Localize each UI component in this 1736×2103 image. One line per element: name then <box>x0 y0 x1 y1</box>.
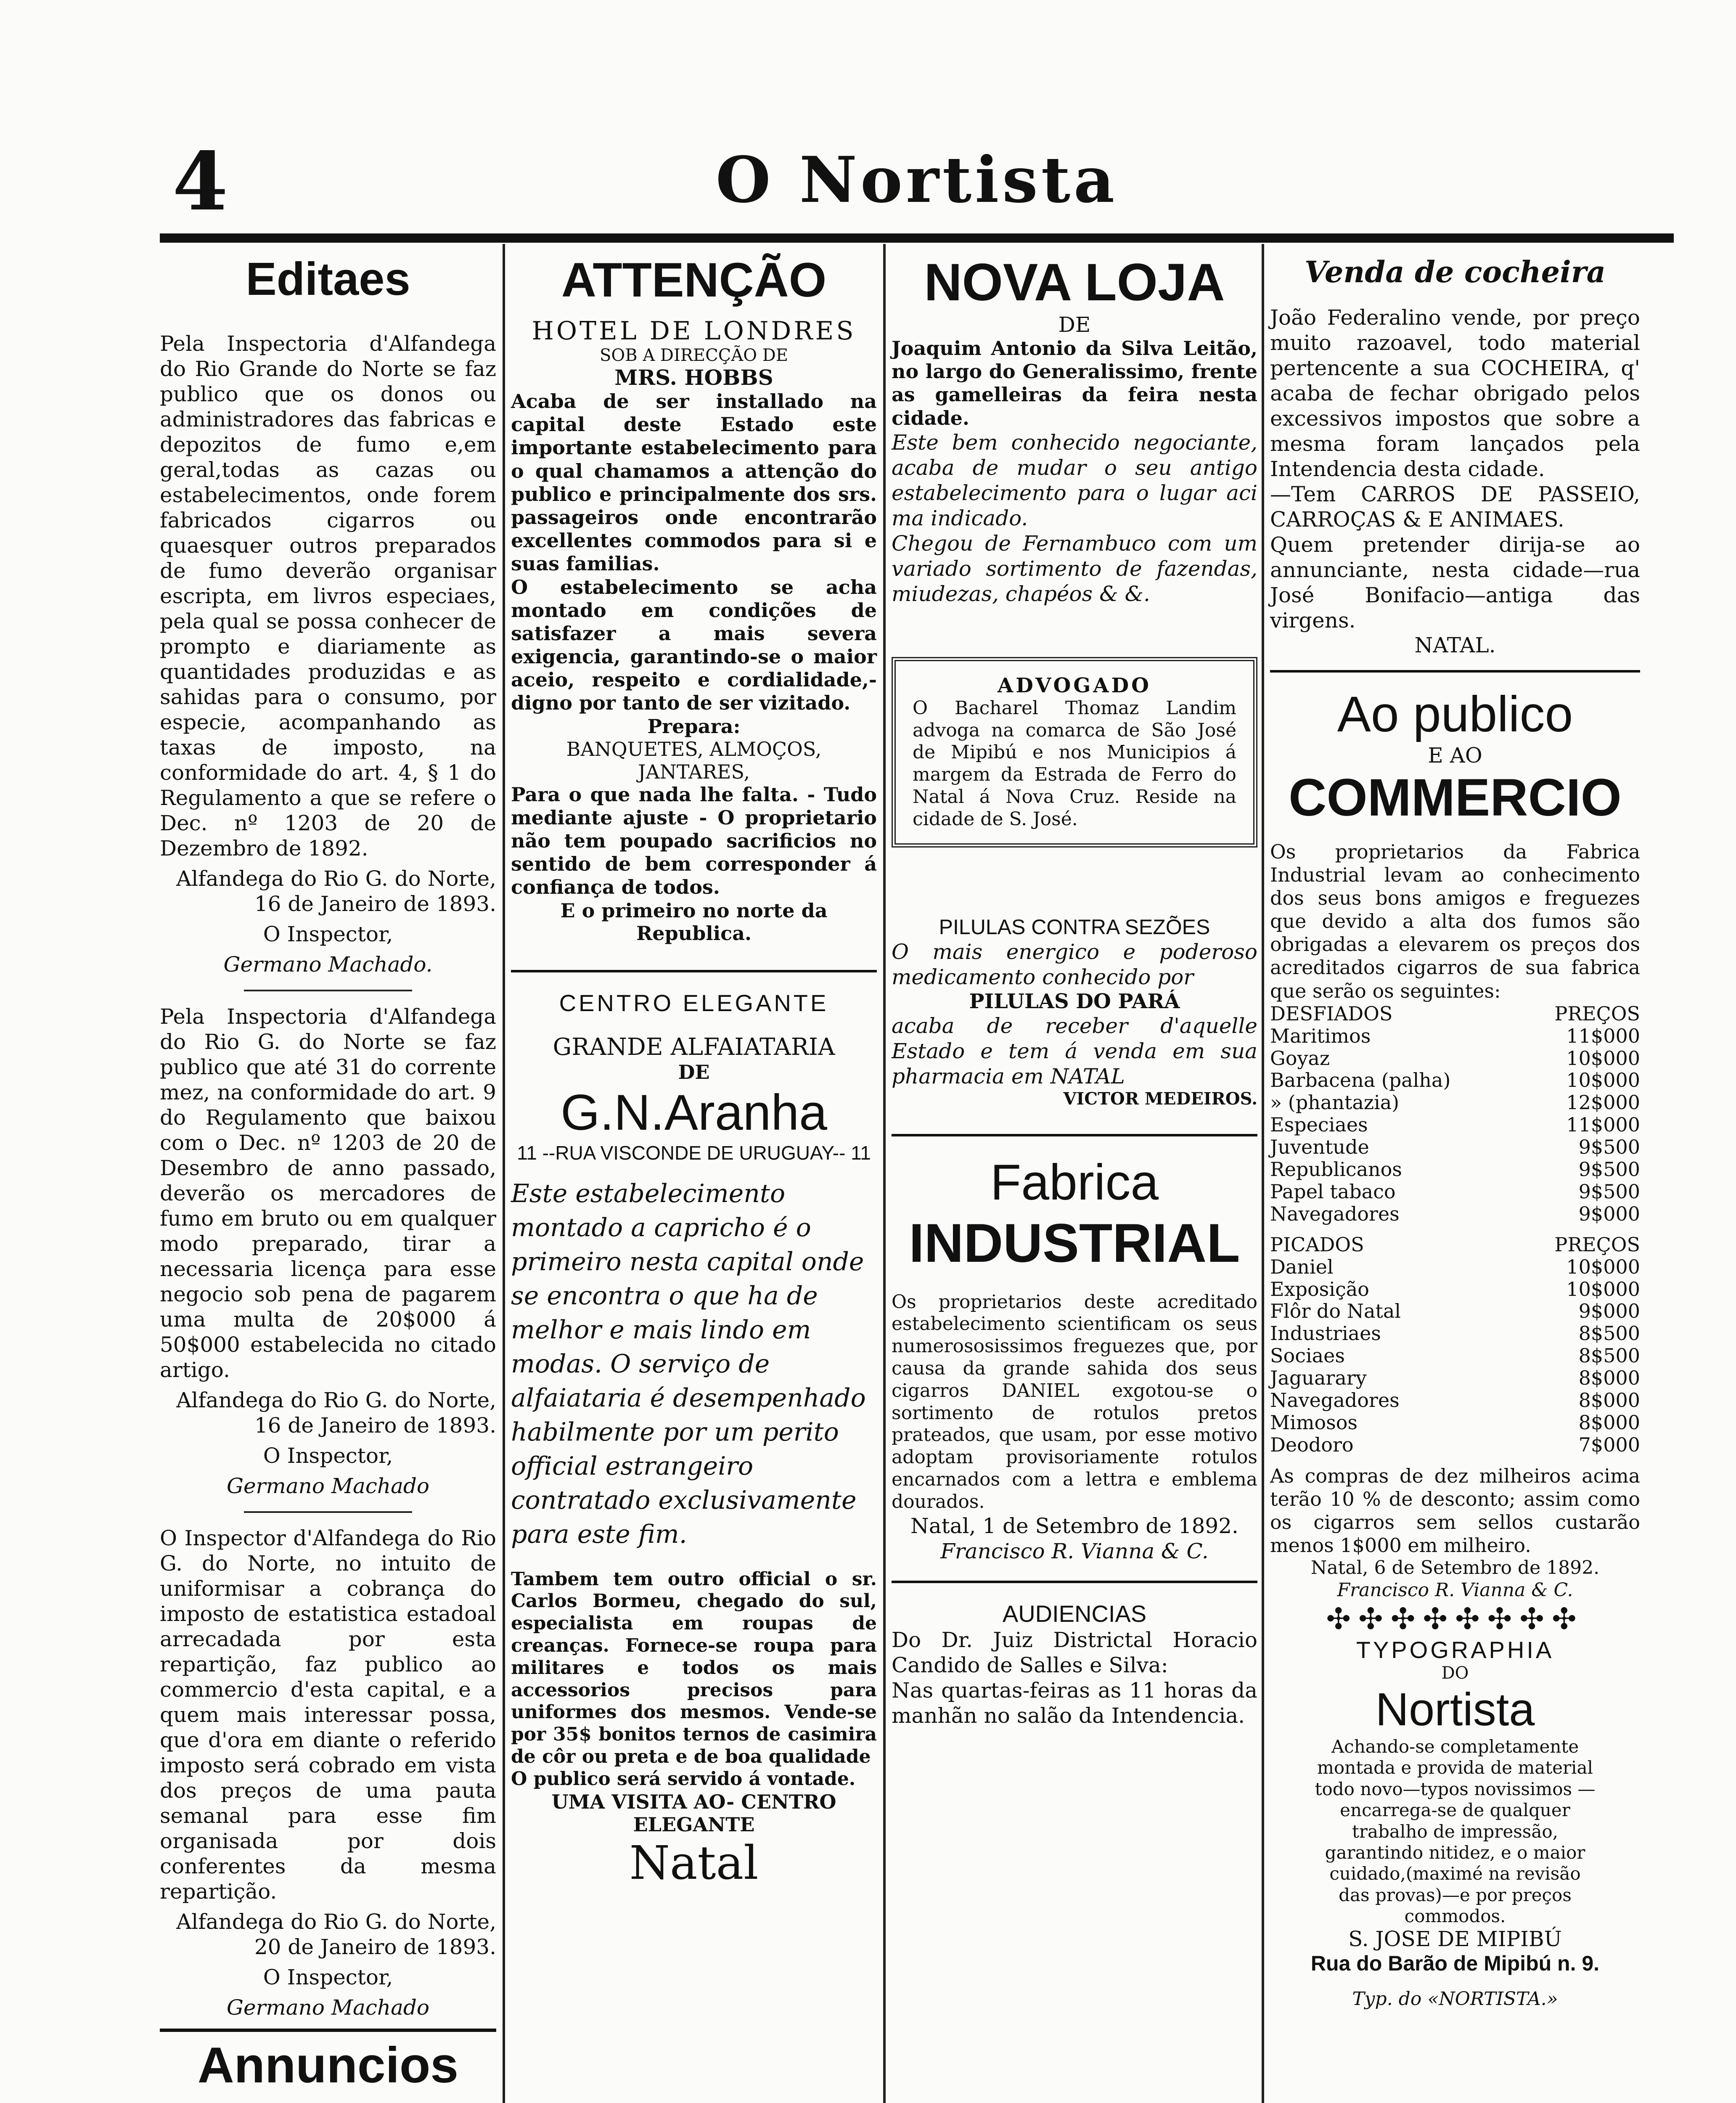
product-name: » (phantazia) <box>1270 1091 1400 1114</box>
picados-label: PICADOS <box>1270 1233 1364 1256</box>
desfiados-header <box>1270 1003 1640 1025</box>
ao-publico-heading: Ao publico <box>1337 686 1573 742</box>
masthead <box>160 126 1674 228</box>
loja-owner: Joaquim Antonio da Silva Leitão, no largo do Generalissimo, frente as gamelleiras da feira nesta cidade. <box>892 337 1257 429</box>
commercio-heading: COMMERCIO <box>1289 768 1622 827</box>
price-row <box>1270 1278 1640 1300</box>
pilulas-text-2: acaba de receber d'aquelle Estado e tem á venda em sua pharmacia em NATAL <box>892 1013 1257 1089</box>
fabrica-signature: Francisco R. Vianna & C. <box>940 1539 1209 1563</box>
column-divider <box>883 244 886 2103</box>
product-price: 8$000 <box>1578 1388 1640 1412</box>
product-price: 11$000 <box>1566 1113 1640 1136</box>
product-name: Republicanos <box>1270 1158 1402 1181</box>
product-price: 7$000 <box>1578 1433 1640 1456</box>
column-3 <box>892 252 1257 2103</box>
product-price: 10$000 <box>1566 1255 1640 1278</box>
product-price: 9$500 <box>1578 1136 1640 1159</box>
pilulas-name: PILULAS DO PARÁ <box>969 989 1180 1013</box>
hotel-text-3: Para o que nada lhe falta. - Tudo mediante ajuste - O proprietario não tem poupado sacrificios no sentido de bem corresponder á confiança de todos. <box>511 783 877 899</box>
product-price: 9$000 <box>1578 1300 1640 1323</box>
pilulas-signature: VICTOR MEDEIROS. <box>1063 1089 1257 1109</box>
price-row <box>1270 1136 1640 1158</box>
price-row <box>1270 1389 1640 1412</box>
cocheira-natal: NATAL. <box>1414 633 1496 657</box>
edital-2 <box>160 1004 496 1499</box>
meals-line: BANQUETES, ALMOÇOS, JANTARES, <box>566 737 822 783</box>
price-row <box>1270 1158 1640 1181</box>
cocheira-heading: Venda de cocheira <box>1304 254 1606 289</box>
advogado-title: ADVOGADO <box>998 673 1151 697</box>
edital-signer-title: O Inspector, <box>263 1443 393 1468</box>
typographia-title: TYPOGRAPHIA <box>1356 1636 1554 1663</box>
product-name: Goyaz <box>1270 1046 1330 1070</box>
column-divider <box>503 244 505 2103</box>
product-price: 10$000 <box>1566 1277 1640 1300</box>
editaes-heading: Editaes <box>246 253 410 305</box>
annuncios-heading: Annuncios <box>198 2037 458 2093</box>
cocheira-text-3: Quem pretender dirija-se ao annunciante, nesta cidade—rua José Bonifacio—antiga das virgens. <box>1270 532 1640 633</box>
hotel-text-1: Acaba de ser installado na capital deste Estado este importante estabelecimento para o qual chamamos a attenção do publico e principalmente dos srs. passageiros onde encontrarão excellentes commodos para si e suas familias. <box>511 390 877 575</box>
product-price: 8$500 <box>1578 1322 1640 1345</box>
price-row <box>1270 1300 1640 1322</box>
de-label: DE <box>1058 313 1091 337</box>
ornament-row: ✣✣✣✣✣✣✣✣ <box>1326 1601 1584 1636</box>
edital-signer: Germano Machado <box>227 1995 429 2020</box>
page-number: 4 <box>172 135 228 228</box>
edital-text: Pela Inspectoria d'Alfandega do Rio Grande do Norte se faz publico que os donos ou administradores das fabricas e depozitos de fumo e,em geral,todas as cazas ou estabelecimentos, onde forem fabricados cigarros ou quaesquer outros preparados de fumo deverão organisar escripta, em livros especiaes, pela qual se possa conhecer de prompto e diariamente as quantidades produzidas e as sahidas para o consumo, por especie, acompanhando as taxas de imposto, na conformidade do art. 4, § 1 do Regulamento a que se refere o Dec. nº 1203 de 20 de Dezembro de 1892. <box>160 331 496 861</box>
product-price: 9$500 <box>1578 1180 1640 1203</box>
header-rule <box>160 233 1674 243</box>
price-row <box>1270 1069 1640 1091</box>
edital-date: Alfandega do Rio G. do Norte, 20 de Janeiro de 1893. <box>176 1910 496 1959</box>
advogado-box <box>892 657 1257 848</box>
fabrica-text: Os proprietarios deste acreditado estabelecimento scientificam os seus numerososissimos freguezes que, por causa da grande sahida dos seus cigarros DANIEL exgotou-se o sortimento de rotulos pretos prateados, que usam, por esse motivo adoptam provisoriamente rotulos encarnados com a lettra e emblema dourados. <box>892 1291 1257 1512</box>
typographia-do: DO <box>1441 1663 1469 1683</box>
separator <box>1270 670 1640 673</box>
de-label: DE <box>678 1060 710 1083</box>
product-name: Maritimos <box>1270 1024 1371 1047</box>
industrial-heading: INDUSTRIAL <box>909 1212 1240 1274</box>
product-price: 11$000 <box>1566 1024 1640 1047</box>
cocheira-text-1: João Federalino vende, por preço muito razoavel, todo material pertencente a sua COCHEIRA, q' acaba de fechar obrigado pelos excessivos impostos que sobre a mesma foram lançados pela Intendencia desta cidade. <box>1270 305 1640 481</box>
typographia-address: Rua do Barão de Mipibú n. 9. <box>1310 1952 1600 1976</box>
newspaper-title: O Nortista <box>715 143 1118 217</box>
product-name: Daniel <box>1270 1255 1334 1278</box>
product-price: 9$000 <box>1578 1202 1640 1225</box>
e-ao-label: E AO <box>1428 743 1482 768</box>
nova-loja-heading: NOVA LOJA <box>924 253 1225 312</box>
hotel-text-2: O estabelecimento se acha montado em condições de satisfazer a mais severa exigencia, garantindo-se o maior aceio, respeito e cordialidade,- digno por tanto de ser vizitado. <box>511 575 877 715</box>
price-row <box>1270 1434 1640 1456</box>
typographia-footer: Typ. do «NORTISTA.» <box>1352 1988 1558 2010</box>
commercio-signature: Francisco R. Vianna & C. <box>1337 1579 1573 1601</box>
product-price: 9$500 <box>1578 1158 1640 1181</box>
commercio-footer: As compras de dez milheiros acima terão 10 % de desconto; assim como os cigarros sem sellos custarão menos 1$000 em milheiro. <box>1270 1464 1640 1557</box>
hotel-text-4: E o primeiro no norte da Republica. <box>560 899 828 945</box>
price-row <box>1270 1203 1640 1225</box>
prepara-label: Prepara: <box>647 715 741 738</box>
separator <box>892 1581 1257 1583</box>
price-row <box>1270 1345 1640 1367</box>
column-2 <box>511 252 877 2103</box>
edital-signer-title: O Inspector, <box>263 1965 393 1989</box>
product-name: Jaguarary <box>1270 1367 1367 1390</box>
fabrica-date: Natal, 1 de Setembro de 1892. <box>910 1513 1238 1538</box>
product-price: 8$500 <box>1578 1344 1640 1367</box>
price-row <box>1270 1322 1640 1345</box>
separator <box>511 970 877 972</box>
hotel-name: HOTEL DE LONDRES <box>532 316 856 346</box>
product-name: Mimosos <box>1270 1411 1358 1434</box>
loja-text-2: Chegou de Fernambuco com um variado sortimento de fazendas, miudezas, chapéos & &. <box>892 531 1257 606</box>
owner-name: MRS. HOBBS <box>614 365 773 390</box>
cocheira-text-2: —Tem CARROS DE PASSEIO, CARROÇAS & E ANIMAES. <box>1270 482 1640 532</box>
column-1 <box>160 252 496 2103</box>
column-divider <box>1262 244 1264 2103</box>
grande-alfaiataria: GRANDE ALFAIATARIA <box>553 1033 835 1061</box>
price-row <box>1270 1091 1640 1114</box>
natal-label: Natal <box>629 1835 759 1890</box>
product-name: Exposição <box>1270 1277 1369 1300</box>
precos-label: PREÇOS <box>1554 1233 1640 1256</box>
aranha-address: 11 --RUA VISCONDE DE URUGUAY-- 11 <box>517 1142 871 1164</box>
separator <box>892 1134 1257 1136</box>
product-name: Navegadores <box>1270 1388 1400 1412</box>
precos-label: PREÇOS <box>1554 1002 1640 1025</box>
price-row <box>1270 1412 1640 1434</box>
price-row <box>1270 1256 1640 1278</box>
pilulas-title: PILULAS CONTRA SEZÕES <box>939 915 1210 939</box>
visit-line: UMA VISITA AO- CENTRO ELEGANTE <box>551 1790 836 1836</box>
product-price: 8$000 <box>1578 1367 1640 1390</box>
price-row <box>1270 1181 1640 1203</box>
product-price: 10$000 <box>1566 1069 1640 1092</box>
audiencias-text-2: Nas quartas-feiras as 11 horas da manhãn no salão da Intendencia. <box>892 1678 1257 1728</box>
column-4 <box>1270 252 1640 2103</box>
product-price: 10$000 <box>1566 1046 1640 1070</box>
product-name: Barbacena (palha) <box>1270 1069 1451 1092</box>
price-row <box>1270 1025 1640 1047</box>
edital-date: Alfandega do Rio G. do Norte, 16 de Janeiro de 1893. <box>176 1388 496 1438</box>
product-name: Sociaes <box>1270 1344 1345 1367</box>
edital-text: Pela Inspectoria d'Alfandega do Rio G. do Norte se faz publico que até 31 do corrente mez, na conformidade do art. 9 do Regulamento que baixou com o Dec. nº 1203 de 20 de Desembro de anno passado, deverão os mercadores de fumo em bruto ou em qualquer modo preparado, tirar a necessaria licença para esse negocio sob pena de pagarem uma multa de 20$000 á 50$000 estabelecida no citado artigo. <box>160 1004 496 1382</box>
loja-text-1: Este bem conhecido negociante, acaba de mudar o seu antigo estabelecimento para o lugar aci ma indicado. <box>892 430 1257 530</box>
product-name: Papel tabaco <box>1270 1180 1396 1203</box>
separator <box>244 1511 412 1513</box>
commercio-intro: Os proprietarios da Fabrica Industrial levam ao conhecimento dos seus bons amigos e freguezes que devido a alta dos fumos são obrigadas a elevarem os preços dos acreditados cigarros de sua fabrica que serão os seguintes: <box>1270 840 1640 1002</box>
picados-header <box>1270 1234 1640 1256</box>
audiencias-text-1: Do Dr. Juiz Districtal Horacio Candido de Salles e Silva: <box>892 1627 1257 1677</box>
price-row <box>1270 1047 1640 1070</box>
separator <box>244 990 412 991</box>
desfiados-price-list <box>1270 1025 1640 1225</box>
typographia-text: Achando-se completamente montada e provida de material todo novo—typos novissimos — encarrega-se de qualquer trabalho de impressão, garantindo nitidez, e o maior cuidado,(maximé na revisão das provas)—e por preços commodos. <box>1315 1736 1596 1927</box>
price-row <box>1270 1367 1640 1389</box>
separator <box>160 2029 496 2032</box>
product-name: Industriaes <box>1270 1322 1381 1345</box>
product-name: Navegadores <box>1270 1202 1400 1225</box>
edital-text: O Inspector d'Alfandega do Rio G. do Norte, no intuito de uniformisar a cobrança do imposto de estatistica estadoal arrecadada por esta repartição, faz publico ao commercio d'esta capital, e a quem mais interessar possa, que d'ora em diante o referido imposto será cobrado em vista dos preços de uma pauta semanal para esse fim organisada por dois conferentes da mesma repartição. <box>160 1526 496 1904</box>
audiencias-title: AUDIENCIAS <box>1002 1600 1147 1627</box>
alfaiataria-text: Este estabelecimento montado a capricho é o primeiro nesta capital onde se encontra o que ha de melhor e mais lindo em modas. O serviço de alfaiataria é desempenhado habilmente por um perito official estrangeiro contratado exclusivamente para este fim. <box>511 1179 866 1549</box>
typographia-place: S. JOSE DE MIPIBÚ <box>1348 1927 1562 1952</box>
typographia-name: Nortista <box>1375 1683 1535 1735</box>
desfiados-label: DESFIADOS <box>1270 1002 1393 1025</box>
product-price: 8$000 <box>1578 1411 1640 1434</box>
alfaiataria-text-2: Tambem tem outro official o sr. Carlos Bormeu, chegado do sul, especialista em roupas de creanças. Fornece-se roupa para militares e todos os mais accessorios precisos para uniformes dos mesmos. Vende-se por 35$ bonitos ternos de casimira de côr ou preta e de boa qualidade <box>511 1568 877 1767</box>
centro-title: CENTRO ELEGANTE <box>559 989 829 1016</box>
product-name: Juventude <box>1270 1136 1369 1159</box>
advogado-text: O Bacharel Thomaz Landim advoga na comarca de São José de Mipibú e nos Municipios á margem da Estrada de Ferro do Natal á Nova Cruz. Reside na cidade de S. José. <box>913 697 1236 830</box>
picados-price-list <box>1270 1256 1640 1456</box>
edital-signer: Germano Machado <box>227 1474 429 1498</box>
edital-1 <box>160 331 496 977</box>
direction-label: SOB A DIRECÇÃO DE <box>600 346 788 365</box>
edital-signer: Germano Machado. <box>223 952 433 977</box>
product-name: Deodoro <box>1270 1433 1354 1456</box>
alfaiataria-text-3: O publico será servido á vontade. <box>511 1768 856 1790</box>
price-row <box>1270 1114 1640 1136</box>
attencao-heading: ATTENÇÃO <box>561 253 827 307</box>
product-name: Flôr do Natal <box>1270 1300 1401 1323</box>
fabrica-heading: Fabrica <box>990 1154 1159 1210</box>
edital-date: Alfandega do Rio G. do Norte, 16 de Janeiro de 1893. <box>176 866 496 916</box>
edital-signer-title: O Inspector, <box>263 922 393 946</box>
commercio-date: Natal, 6 de Setembro de 1892. <box>1310 1557 1600 1579</box>
edital-3 <box>160 1526 496 2020</box>
aranha-name: G.N.Aranha <box>561 1084 827 1141</box>
product-price: 12$000 <box>1566 1091 1640 1114</box>
pilulas-text-1: O mais energico e poderoso medicamento conhecido por <box>892 939 1257 989</box>
product-name: Especiaes <box>1270 1113 1368 1136</box>
